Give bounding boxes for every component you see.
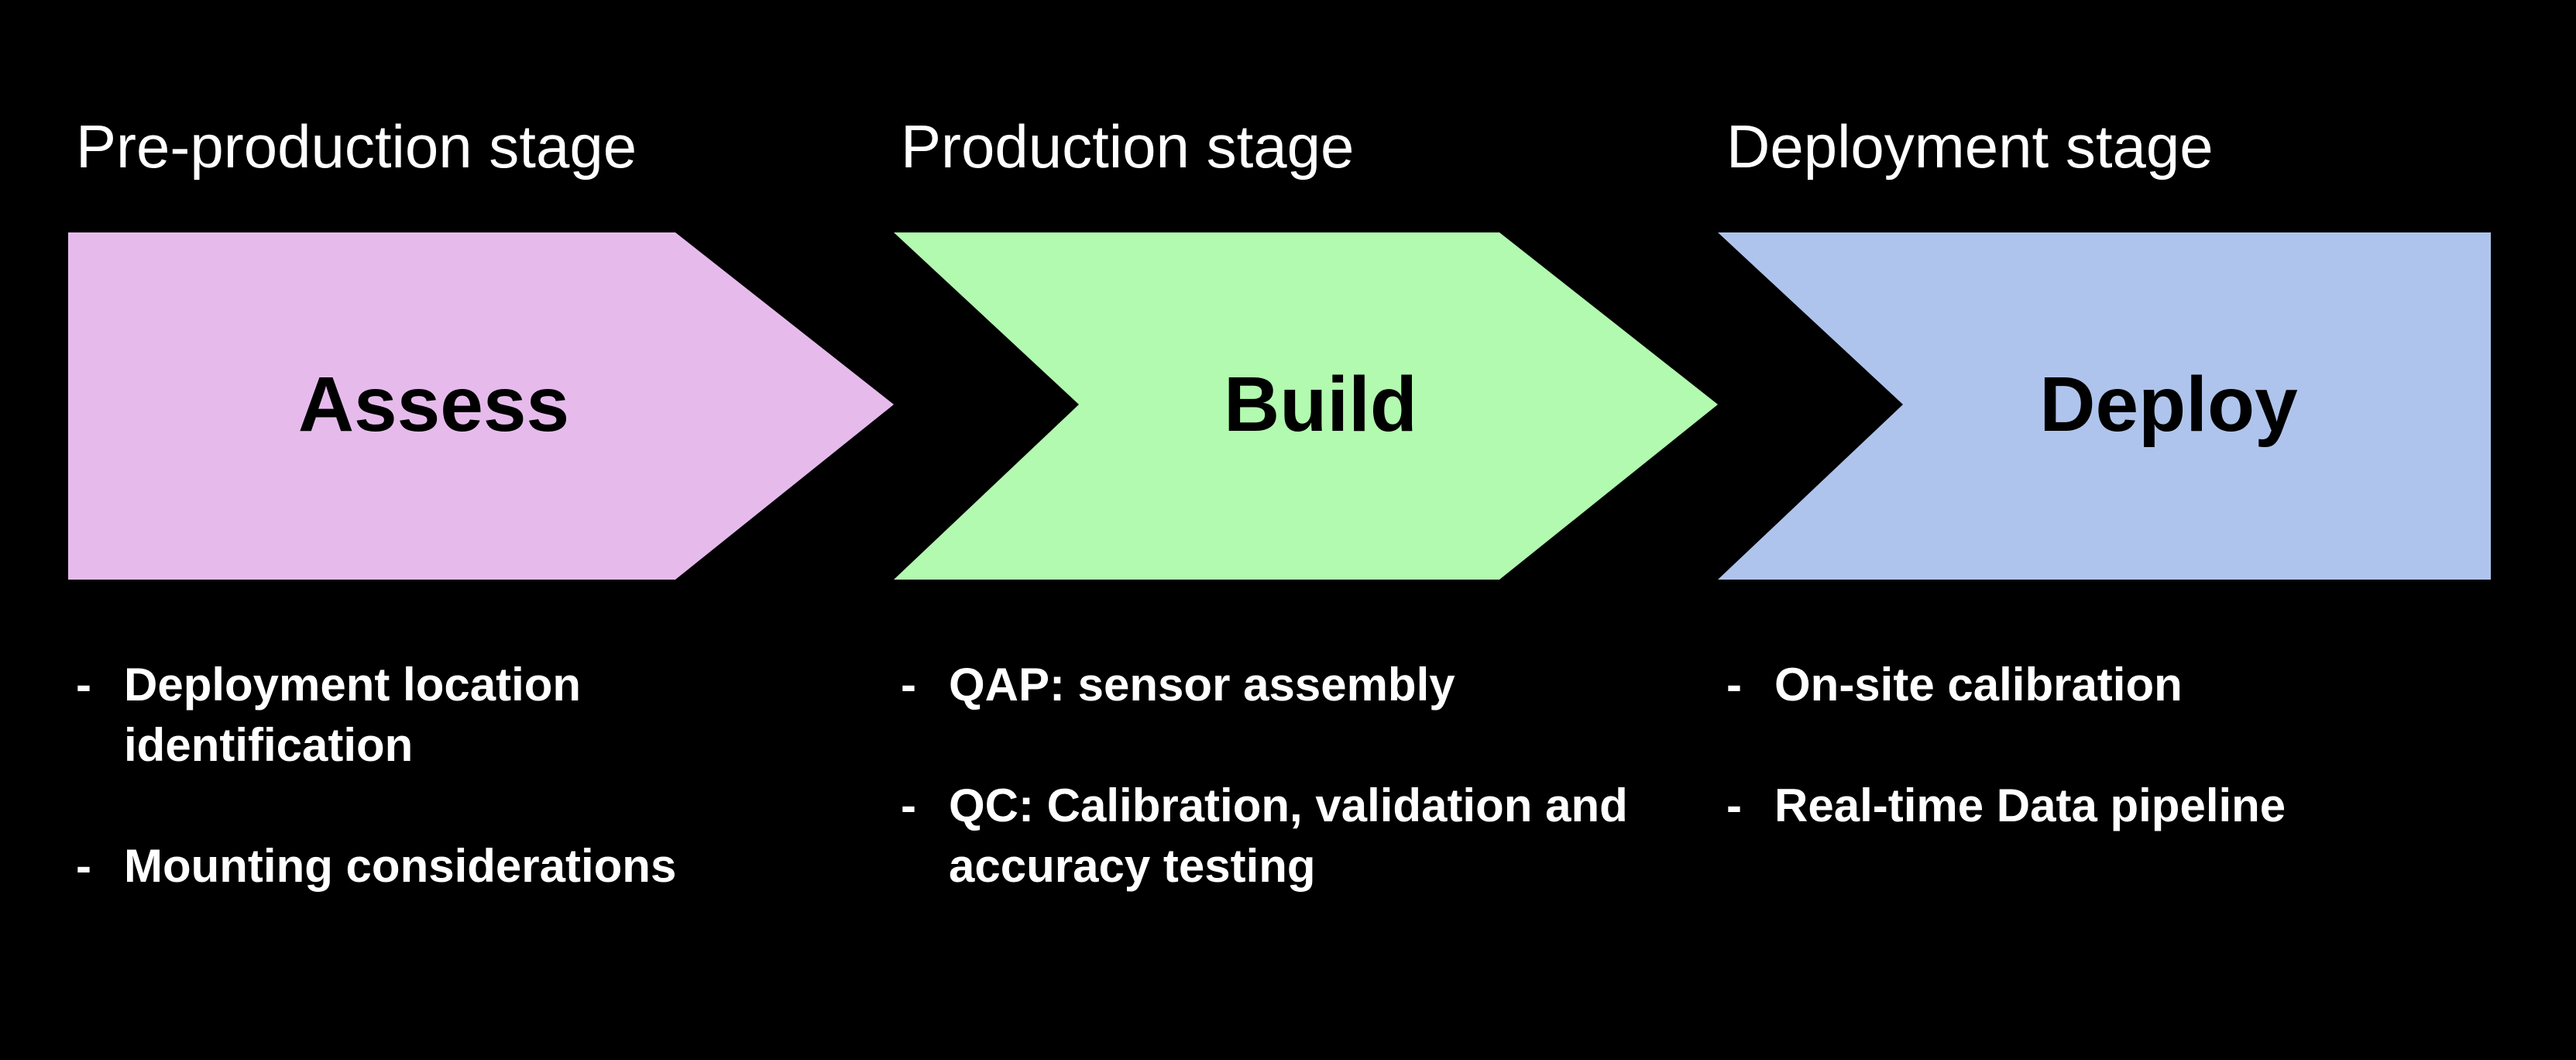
stage-title-pre-production: Pre-production stage — [76, 112, 637, 181]
deploy-label: Deploy — [2039, 361, 2298, 448]
list-item: - QAP: sensor assembly — [901, 655, 1691, 715]
list-item: - On-site calibration — [1726, 655, 2501, 715]
build-label: Build — [1224, 361, 1417, 448]
list-item: - Deployment location identification — [76, 655, 666, 776]
list-item: - Real-time Data pipeline — [1726, 776, 2501, 836]
list-item: - Mounting considerations — [76, 836, 773, 897]
stage-title-production: Production stage — [901, 112, 1355, 181]
assess-label: Assess — [297, 361, 570, 448]
pre-production-bullets — [76, 655, 773, 957]
production-bullets — [901, 655, 1691, 957]
deployment-bullets — [1726, 655, 2501, 897]
stage-title-deployment: Deployment stage — [1726, 112, 2214, 181]
list-item: - QC: Calibration, validation and accuracy testing — [901, 776, 1723, 897]
